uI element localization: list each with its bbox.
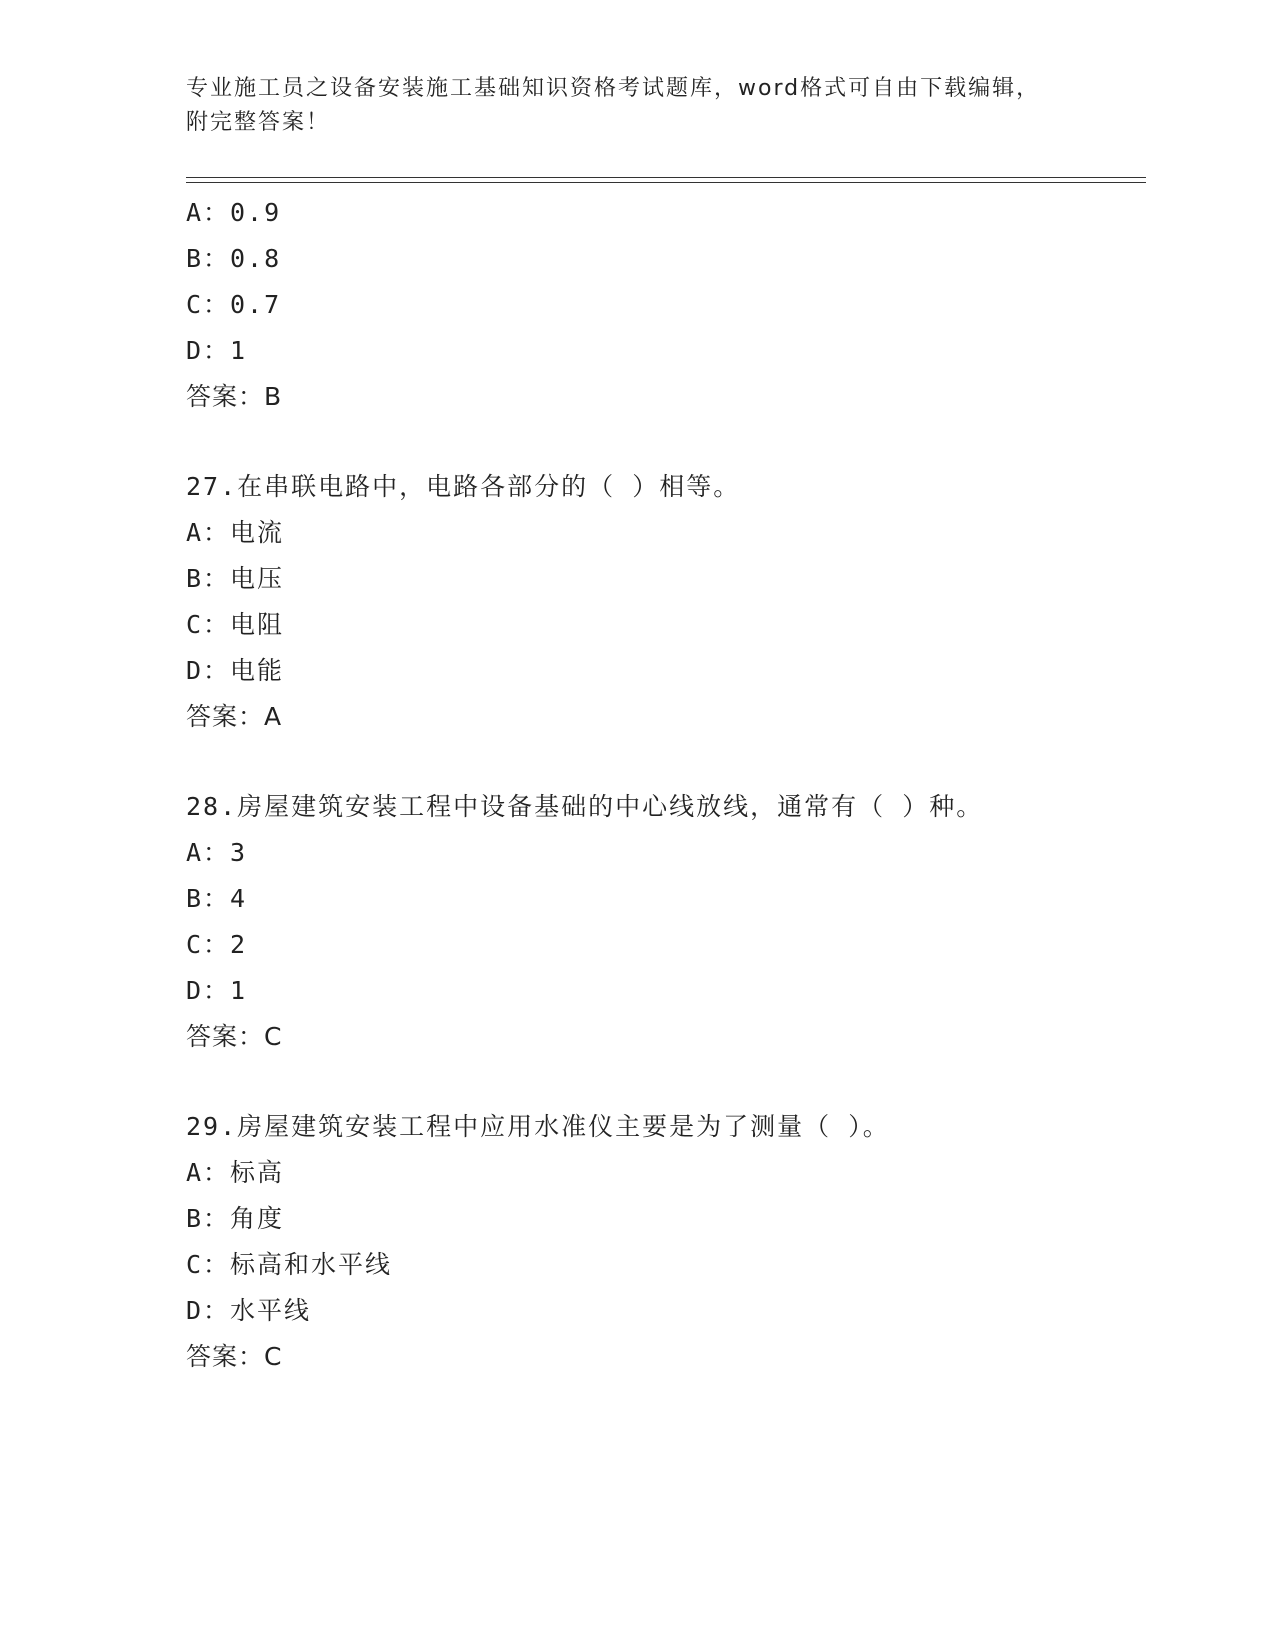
- option-key: A：: [186, 838, 231, 867]
- document-header: [186, 72, 1086, 140]
- option-text: 2: [230, 930, 248, 959]
- option-key: D：: [186, 976, 231, 1005]
- option-row-d: [186, 328, 1146, 374]
- option-key: A：: [186, 518, 231, 547]
- option-text: 电压: [230, 564, 285, 593]
- option-text: 电阻: [230, 610, 285, 639]
- option-key: B：: [186, 1204, 231, 1233]
- question-text: 27.在串联电路中，电路各部分的（ ）相等。: [186, 472, 741, 501]
- option-row-d: [186, 648, 1146, 694]
- option-text: 0.8: [230, 244, 282, 273]
- question-list: [186, 190, 1146, 1380]
- option-row-d: [186, 1288, 1146, 1334]
- option-text: 标高: [230, 1158, 285, 1187]
- option-row-a: [186, 830, 1146, 876]
- option-row-a: [186, 510, 1146, 556]
- option-key: D：: [186, 336, 231, 365]
- option-key: A：: [186, 198, 231, 227]
- option-key: B：: [186, 244, 231, 273]
- question-block-27: [186, 464, 1146, 740]
- option-text: 1: [230, 976, 248, 1005]
- header-divider-top: [186, 177, 1146, 178]
- option-key: C：: [186, 930, 231, 959]
- option-row-a: [186, 190, 1146, 236]
- answer-line: 答案：C: [186, 1342, 283, 1371]
- block-spacer: [186, 420, 1146, 464]
- block-spacer: [186, 740, 1146, 784]
- option-text: 角度: [230, 1204, 285, 1233]
- answer-line: 答案：A: [186, 702, 283, 731]
- header-title-line-2: 附完整答案！: [186, 110, 331, 135]
- option-text: 0.7: [230, 290, 282, 319]
- option-key: B：: [186, 884, 231, 913]
- option-row-c: [186, 602, 1146, 648]
- question-block-29: [186, 1104, 1146, 1380]
- option-row-b: [186, 236, 1146, 282]
- option-row-c: [186, 1242, 1146, 1288]
- answer-line: 答案：B: [186, 382, 283, 411]
- option-text: 电能: [230, 656, 285, 685]
- option-row-b: [186, 1196, 1146, 1242]
- option-key: A：: [186, 1158, 231, 1187]
- option-text: 电流: [230, 518, 285, 547]
- option-key: C：: [186, 290, 231, 319]
- option-row-c: [186, 282, 1146, 328]
- block-spacer: [186, 1060, 1146, 1104]
- option-text: 3: [230, 838, 248, 867]
- answer-line: 答案：C: [186, 1022, 283, 1051]
- header-divider-bottom: [186, 182, 1146, 183]
- option-key: D：: [186, 1296, 231, 1325]
- option-row-a: [186, 1150, 1146, 1196]
- option-text: 0.9: [230, 198, 282, 227]
- option-row-b: [186, 556, 1146, 602]
- option-row-b: [186, 876, 1146, 922]
- option-key: C：: [186, 1250, 231, 1279]
- header-title-line-1: 专业施工员之设备安装施工基础知识资格考试题库，word格式可自由下载编辑，: [186, 76, 1041, 101]
- question-text: 29.房屋建筑安装工程中应用水准仪主要是为了测量（ ）。: [186, 1112, 890, 1141]
- option-text: 水平线: [230, 1296, 312, 1325]
- option-key: B：: [186, 564, 231, 593]
- option-key: D：: [186, 656, 231, 685]
- option-text: 1: [230, 336, 248, 365]
- option-row-d: [186, 968, 1146, 1014]
- question-block-28: [186, 784, 1146, 1060]
- option-text: 标高和水平线: [230, 1250, 393, 1279]
- question-text: 28.房屋建筑安装工程中设备基础的中心线放线，通常有（ ）种。: [186, 792, 984, 821]
- option-key: C：: [186, 610, 231, 639]
- option-text: 4: [230, 884, 248, 913]
- question-block-26: [186, 190, 1146, 420]
- option-row-c: [186, 922, 1146, 968]
